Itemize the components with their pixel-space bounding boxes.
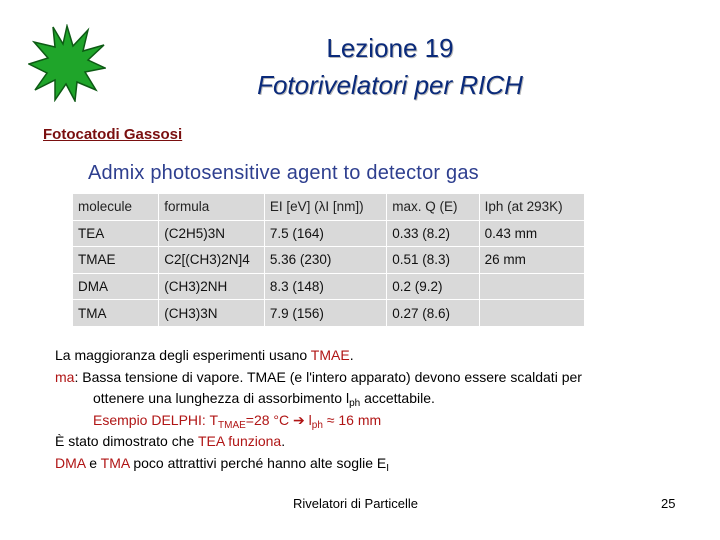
- table-cell: DMA: [73, 273, 159, 300]
- footer-text: Rivelatori di Particelle: [293, 496, 418, 511]
- body-line: [55, 431, 675, 453]
- tmae-highlight: TMAE: [310, 347, 350, 363]
- table-cell: 0.51 (8.3): [387, 247, 479, 274]
- dma-highlight: DMA: [55, 454, 86, 471]
- slide-title: Lezione 19: [326, 33, 454, 63]
- subscript: ph: [349, 398, 361, 409]
- body-line: [55, 388, 675, 410]
- table-cell: TMAE: [73, 247, 159, 274]
- table-cell: TEA: [73, 220, 159, 247]
- ma-highlight: ma: [55, 368, 75, 385]
- slide-body: [55, 345, 675, 474]
- body-line: [55, 410, 675, 432]
- table-cell: 5.36 (230): [264, 247, 386, 274]
- slide-subtitle: Fotorivelatori per RICH: [257, 70, 523, 100]
- tma-highlight: TMA: [100, 454, 130, 471]
- body-text: e: [85, 454, 101, 471]
- table-header-cell: EI [eV] (λI [nm]): [264, 194, 386, 221]
- table-header-cell: max. Q (E): [387, 194, 479, 221]
- body-line: [55, 367, 675, 389]
- table-cell: 8.3 (148): [264, 273, 386, 300]
- body-text: l: [304, 411, 312, 428]
- table-row: [73, 247, 585, 274]
- table-cell: [479, 273, 584, 300]
- subscript: ph: [311, 419, 323, 431]
- page-number: 25: [661, 496, 676, 511]
- table-cell: 0.43 mm: [479, 220, 584, 247]
- table-row: [73, 300, 585, 327]
- subscript: TMAE: [218, 419, 246, 431]
- table-cell: 26 mm: [479, 247, 584, 274]
- table-cell: (CH3)3N: [159, 300, 265, 327]
- subscript: I: [386, 462, 390, 474]
- table-cell: [479, 300, 584, 327]
- table-row: [73, 220, 585, 247]
- table-cell: 7.9 (156): [264, 300, 386, 327]
- body-text: Esempio DELPHI: T: [93, 411, 219, 428]
- body-line: [55, 453, 675, 475]
- body-text: .: [349, 347, 354, 363]
- figure-heading: Admix photosensitive agent to detector gas: [88, 162, 479, 184]
- table-cell: C2[(CH3)2N]4: [159, 247, 265, 274]
- table-header-cell: molecule: [73, 194, 159, 221]
- body-text: poco attrattivi perché hanno alte soglie E: [129, 454, 387, 471]
- body-text: ottenere una lunghezza di assorbimento l: [93, 390, 350, 406]
- table-cell: 0.33 (8.2): [387, 220, 479, 247]
- body-text: : Bassa tensione di vapore. TMAE (e l'intero apparato) devono essere scaldati per: [74, 368, 582, 385]
- table-cell: (CH3)2NH: [159, 273, 265, 300]
- section-heading: Fotocatodi Gassosi: [43, 126, 183, 143]
- table-cell: 0.27 (8.6): [387, 300, 479, 327]
- green-star-icon: [28, 24, 106, 102]
- body-text: ≈ 16 mm: [322, 411, 382, 428]
- body-text: accettabile.: [360, 390, 435, 406]
- tea-highlight: TEA funziona: [197, 433, 282, 449]
- table-cell: 0.2 (9.2): [387, 273, 479, 300]
- table-cell: 7.5 (164): [264, 220, 386, 247]
- arrow-icon: ➔: [293, 411, 305, 428]
- body-text: È stato dimostrato che: [55, 433, 198, 449]
- table-header-cell: formula: [159, 194, 265, 221]
- table-header-row: [73, 194, 585, 221]
- table-row: [73, 273, 585, 300]
- body-text: .: [281, 433, 286, 449]
- table-header-cell: Iph (at 293K): [479, 194, 584, 221]
- body-text: =28 °C: [245, 411, 294, 428]
- body-text: La maggioranza degli esperimenti usano: [55, 347, 311, 363]
- table-cell: TMA: [73, 300, 159, 327]
- body-line: [55, 345, 675, 367]
- table-cell: (C2H5)3N: [159, 220, 265, 247]
- photosensitive-agents-table: [72, 193, 585, 327]
